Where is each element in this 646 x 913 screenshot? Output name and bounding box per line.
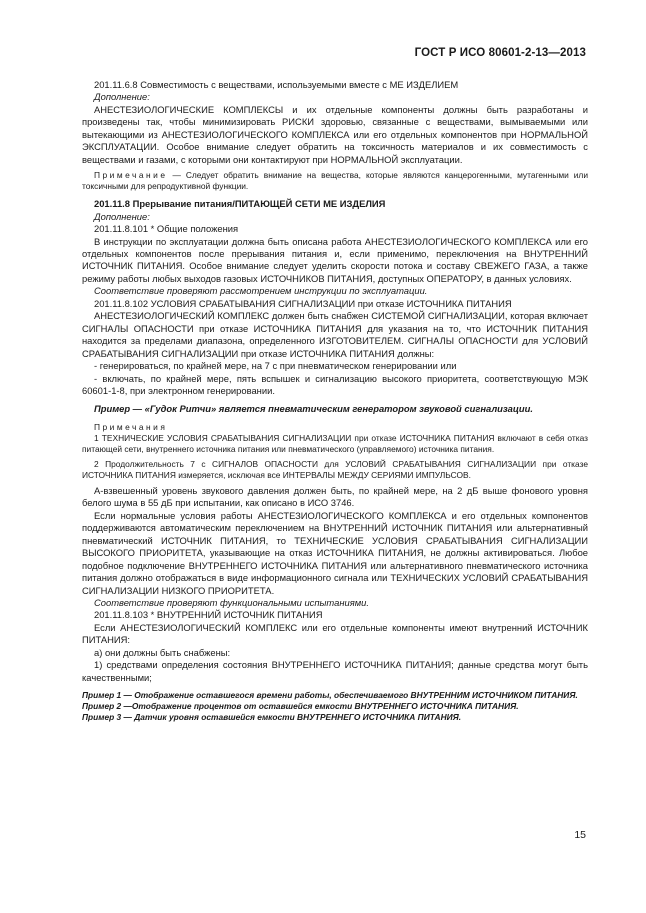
compliance-check: Соответствие проверяют рассмотрением инструкции по эксплуатации. [94,285,428,297]
list-item: - генерироваться, по крайней мере, на 7 с при пневматическом генерировании или [94,360,457,372]
document-body [82,79,588,723]
compliance-check: Соответствие проверяют функциональными испытаниями. [94,596,369,608]
clause-heading: 201.11.6.8 Совместимость с веществами, используемыми вместе с МЕ ИЗДЕЛИЕМ [94,79,459,90]
notes-heading: Примечания [94,421,168,432]
paragraph: АНЕСТЕЗИОЛОГИЧЕСКИЙ КОМПЛЕКС должен быть снабжен СИСТЕМОЙ СИГНАЛИЗАЦИИ, которая включает СИГНАЛЫ ОПАСНОСТИ при отказе ИСТОЧНИКА ПИТАНИЯ для указания на то, что ИСТОЧНИК ПИТАНИЯ находится за пределами диапазона, определенного ИЗГОТОВИТЕЛЕМ. СИГНАЛЫ ОПАСНОСТИ для УСЛОВИЙ СРАБАТЫВАНИЯ СИГНАЛИЗАЦИИ при отказе ИСТОЧНИКА ПИТАНИЯ должны: [82,310,588,359]
list-item: 1) средствами определения состояния ВНУТРЕННЕГО ИСТОЧНИКА ПИТАНИЯ; данные средства могут быть качественными; [82,659,588,683]
paragraph: В инструкции по эксплуатации должна быть описана работа АНЕСТЕЗИОЛОГИЧЕСКОГО КОМПЛЕКСА или его отдельных компонентов после прерывания питания и, если применимо, переключения на ВНУТРЕННИЙ ИСТОЧНИК ПИТАНИЯ. Особое внимание следует уделить скорости потока и составу СВЕЖЕГО ГАЗА, а также режиму работы любых выходов газовых ИСТОЧНИКОВ ПИТАНИЯ, доступных ОПЕРАТОРУ, в данных условиях. [82,235,588,284]
clause-heading: 201.11.8.103 * ВНУТРЕННИЙ ИСТОЧНИК ПИТАНИЯ [94,609,323,621]
paragraph: А-взвешенный уровень звукового давления должен быть, по крайней мере, на 2 дБ выше фонового уровня белого шума в 55 дБ при испытании, как описано в ИСО 3746. [82,484,588,509]
paragraph: Если АНЕСТЕЗИОЛОГИЧЕСКИЙ КОМПЛЕКС или его отдельные компоненты имеют внутренний ИСТОЧНИК ПИТАНИЯ: [82,621,588,646]
example: Пример 3 — Датчик уровня оставшейся емкости ВНУТРЕННЕГО ИСТОЧНИКА ПИТАНИЯ. [82,712,462,723]
document-header: ГОСТ Р ИСО 80601-2-13—2013 [414,47,586,59]
clause-heading: 201.11.8.102 УСЛОВИЯ СРАБАТЫВАНИЯ СИГНАЛИЗАЦИИ при отказе ИСТОЧНИКА ПИТАНИЯ [94,297,512,309]
note [82,170,588,192]
note: 2 Продолжительность 7 с СИГНАЛОВ ОПАСНОСТИ для УСЛОВИЙ СРАБАТЫВАНИЯ СИГНАЛИЗАЦИИ при отказе ИСТОЧНИКА ПИТАНИЯ измеряется, исключая все ИНТЕРВАЛЫ МЕЖДУ СЕРИЯМИ ИМПУЛЬСОВ. [82,458,588,480]
list-item: а) они должны быть снабжены: [94,646,231,658]
addition-label: Дополнение: [94,210,150,222]
example: Пример 1 — Отображение оставшегося времени работы, обеспечиваемого ВНУТРЕННИМ ИСТОЧНИКОМ ПИТАНИЯ. [82,690,578,701]
example: Пример — «Гудок Ритчи» является пневматическим генератором звуковой сигнализации. [94,403,533,415]
list-item: - включать, по крайней мере, пять вспышек и сигнализацию высокого приоритета, соответствующую МЭК 60601-1-8, при электронном генерировании. [82,372,588,396]
section-heading: 201.11.8 Прерывание питания/ПИТАЮЩЕЙ СЕТИ МЕ ИЗДЕЛИЯ [94,198,386,210]
paragraph: АНЕСТЕЗИОЛОГИЧЕСКИЕ КОМПЛЕКСЫ и их отдельные компоненты должны быть разработаны и произведены так, чтобы минимизировать РИСКИ здоровью, связанные с веществами, вымываемыми или вытекающими из АНЕСТЕЗИОЛОГИЧЕСКОГО КОМПЛЕКСА или его отдельных компонентов при НОРМАЛЬНОЙ ЭКСПЛУАТАЦИИ. Особое внимание следует обратить на токсичность материалов и их совместимость с веществами и газами, с которыми они контактируют при НОРМАЛЬНОЙ эксплуатации. [82,103,588,165]
addition-label: Дополнение: [94,91,150,103]
note-text: — Следует обратить внимание на вещества, которые являются канцерогенными, мутагенными или токсичными для репродуктивной функции. [82,170,588,192]
page-number: 15 [574,829,586,841]
note-label: Примечание [94,170,168,181]
paragraph: Если нормальные условия работы АНЕСТЕЗИОЛОГИЧЕСКОГО КОМПЛЕКСА и его отдельных компонентов поддерживаются автоматическим переключением на ВНУТРЕННИЙ ИСТОЧНИК ПИТАНИЯ или альтернативный пневматический ИСТОЧНИК ПИТАНИЯ, то ТЕХНИЧЕСКИЕ УСЛОВИЯ СРАБАТЫВАНИЯ СИГНАЛИЗАЦИИ ВЫСОКОГО ПРИОРИТЕТА, указывающие на отказ ИСТОЧНИКА ПИТАНИЯ, не должны активироваться. Любое подобное подключение ВНУТРЕННЕГО ИСТОЧНИКА ПИТАНИЯ или альтернативного пневматического источника питания должно отображаться в виде информационного сигнала или ТЕХНИЧЕСКИХ УСЛОВИЙ СРАБАТЫВАНИЯ СИГНАЛИЗАЦИИ НИЗКОГО ПРИОРИТЕТА. [82,509,588,596]
clause-heading: 201.11.8.101 * Общие положения [94,223,239,235]
example: Пример 2 —Отображение процентов от оставшейся емкости ВНУТРЕННЕГО ИСТОЧНИКА ПИТАНИЯ. [82,701,519,712]
note: 1 ТЕХНИЧЕСКИЕ УСЛОВИЯ СРАБАТЫВАНИЯ СИГНАЛИЗАЦИИ при отказе ИСТОЧНИКА ПИТАНИЯ включают в себя отказ питающей сети, внутреннего источника питания или пневматического (управляемого) источника питания. [82,432,588,454]
